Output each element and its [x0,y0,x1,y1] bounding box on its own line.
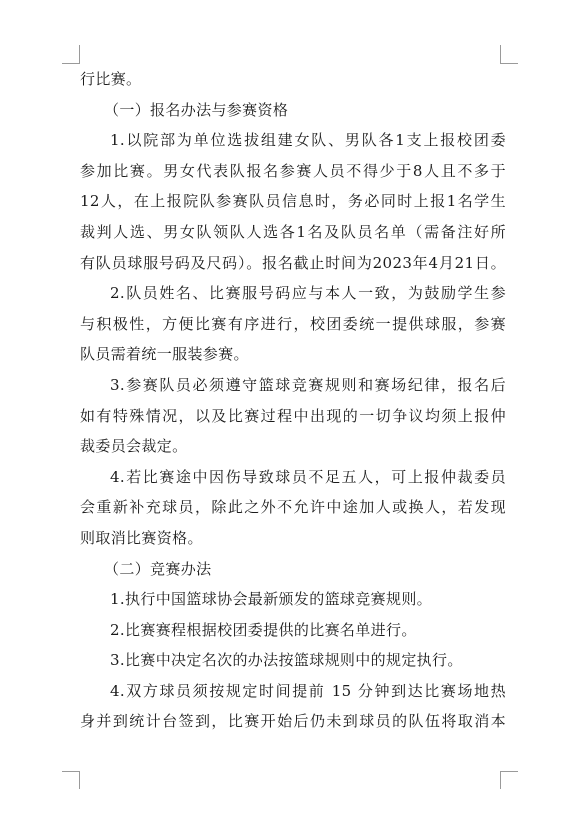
text-line: 裁判人选、男女队领队人选各1名及队员名单（需备注好所 [80,222,506,241]
text-line: 身并到统计台签到，比赛开始后仍未到球员的队伍将取消本 [80,712,506,731]
text-line: 4.双方球员须按规定时间提前 15 分钟到达比赛场地热 [110,681,506,700]
crop-mark-bottom-left-v [79,771,80,789]
text-line: 2.比赛赛程根据校团委提供的比赛名单进行。 [110,620,417,639]
text-line: 3.比赛中决定名次的办法按篮球规则中的规定执行。 [110,651,463,670]
document-body [80,64,506,737]
crop-mark-bottom-right-h [500,771,518,772]
text-line: 如有特殊情况，以及比赛过程中出现的一切争议均须上报仲 [80,406,506,425]
text-line: （二）竞赛办法 [104,559,212,578]
text-line: 3.参赛队员必须遵守篮球竞赛规则和赛场纪律，报名后 [110,375,506,394]
text-line: （一）报名办法与参赛资格 [104,100,289,119]
text-line: 会重新补充球员，除此之外不允许中途加人或换人，若发现 [80,498,506,517]
text-line: 则取消比赛资格。 [80,528,203,547]
text-line: 裁委员会裁定。 [80,437,188,456]
crop-mark-bottom-left-h [62,771,80,772]
text-line: 1.执行中国篮球协会最新颁发的篮球竞赛规则。 [110,590,433,609]
text-line: 与积极性，方便比赛有序进行，校团委统一提供球服，参赛 [80,314,506,333]
text-line: 参加比赛。男女代表队报名参赛人员不得少于8人且不多于 [80,161,506,180]
text-line: 12人，在上报院队参赛队员信息时，务必同时上报1名学生 [80,192,506,211]
crop-mark-top-left-h [62,63,80,64]
crop-mark-top-left-v [79,45,80,63]
text-line: 4.若比赛途中因伤导致球员不足五人，可上报仲裁委员 [110,467,506,486]
text-line: 行比赛。 [80,70,142,88]
text-line: 2.队员姓名、比赛服号码应与本人一致，为鼓励学生参 [110,284,506,303]
text-line: 1.以院部为单位选拔组建女队、男队各1支上报校团委 [110,131,506,150]
crop-mark-bottom-right-v [500,771,501,789]
text-line: 有队员球服号码及尺码）。报名截止时间为2023年4月21日。 [80,253,506,272]
text-line: 队员需着统一服装参赛。 [80,345,249,364]
crop-mark-top-right-v [500,45,501,63]
